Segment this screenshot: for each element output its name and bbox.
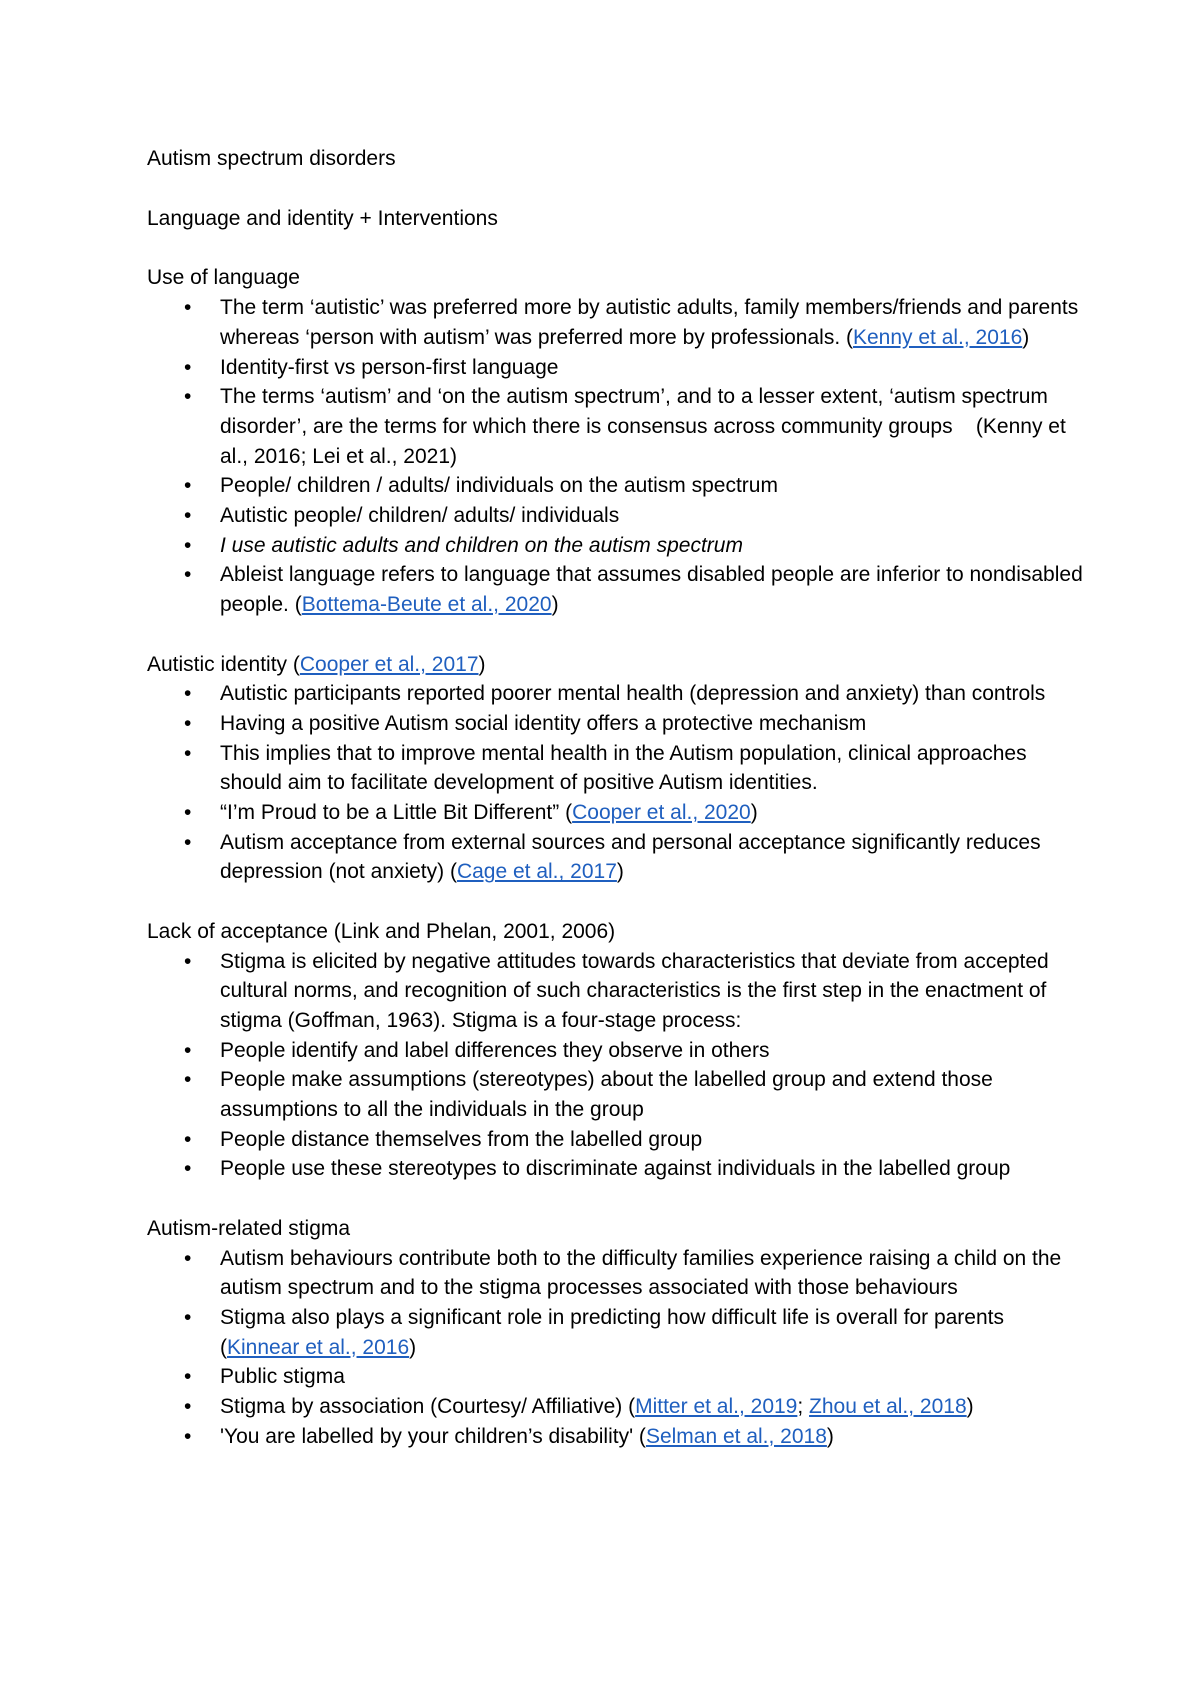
bullet-icon: • [184,504,192,528]
section-heading-stigma: Autism-related stigma [147,1216,351,1240]
list-item-text: “I’m Proud to be a Little Bit Different” ( [220,801,573,825]
bullet-icon: • [184,355,192,379]
section-autism-related-stigma [147,1214,1087,1452]
bullet-icon: • [184,682,192,706]
bullet-icon: • [184,296,192,320]
list-item-text: People/ children / adults/ individuals on the autism spectrum [220,474,778,498]
list-item-text: 'You are labelled by your children’s disability' ( [220,1424,646,1448]
list-item-text: Having a positive Autism social identity offers a protective mechanism [220,711,867,735]
document-subtitle: Language and identity + Interventions [147,206,498,230]
bullet-icon: • [184,385,192,409]
citation-link-mitter-2019[interactable]: Mitter et al., 2019 [635,1395,798,1419]
citation-link-zhou-2018[interactable]: Zhou et al., 2018 [809,1395,967,1419]
list-item [147,947,1087,1036]
list-item-text: Ableist language refers to language that assumes disabled people are inferior to nondisabled people. ( [220,563,1083,617]
section-heading-language: Use of language [147,266,300,290]
list-item-text: People use these stereotypes to discriminate against individuals in the labelled group [220,1157,1011,1181]
document-title: Autism spectrum disorders [147,147,396,170]
bullet-icon: • [184,1127,192,1151]
list-item-text: Autistic participants reported poorer mental health (depression and anxiety) than controls [220,682,1046,706]
bullet-icon: • [184,1246,192,1270]
list-item-text: Autistic people/ children/ adults/ individuals [220,504,620,528]
section-heading-acceptance: Lack of acceptance (Link and Phelan, 2001, 2006) [147,919,616,943]
citation-link-kenny-2016[interactable]: Kenny et al., 2016 [852,325,1023,349]
citation-link-bottema-beute-2020[interactable]: Bottema-Beute et al., 2020 [301,593,552,617]
list-item-text: This implies that to improve mental health in the Autism population, clinical approaches should aim to facilitate development of positive Autism identities. [220,741,1027,795]
section-heading-identity-end: ) [478,652,486,676]
list-item [147,531,1087,561]
citation-link-kinnear-2016[interactable]: Kinnear et al., 2016 [227,1335,410,1359]
list-item-text: People distance themselves from the labelled group [220,1127,703,1151]
list-item [147,501,1087,531]
stigma-bullet-list [147,1244,1087,1452]
list-item-text: Stigma also plays a significant role in predicting how difficult life is overall for parents ( [220,1305,1004,1359]
list-item-text-end: ) [616,860,624,884]
list-item-text-end: ) [966,1395,974,1419]
list-item-text: I use autistic adults and children on the autism spectrum [220,533,743,557]
bullet-icon: • [184,1424,192,1448]
list-item-text-end: ) [409,1335,417,1359]
list-item-text: The terms ‘autism’ and ‘on the autism spectrum’, and to a lesser extent, ‘autism spectrum disorder’, are the terms for which there is consensus across community groups (Kenny et al., 2016; Lei et al., 2021) [220,385,1072,468]
list-item [147,1065,1087,1124]
list-item-text-end: ) [1022,325,1030,349]
list-item [147,828,1087,887]
bullet-icon: • [184,1365,192,1389]
list-item [147,1244,1087,1303]
list-item-text: Stigma is elicited by negative attitudes towards characteristics that deviate from accepted cultural norms, and recognition of such characteristics is the first step in the enactment of stigma (Goffman, 1963). Stigma is a four-stage process: [220,949,1049,1032]
bullet-icon: • [184,801,192,825]
language-bullet-list [147,293,1087,620]
list-item [147,1125,1087,1155]
list-item-text: People make assumptions (stereotypes) about the labelled group and extend those assumptions to all the individuals in the group [220,1068,993,1122]
section-lack-of-acceptance [147,917,1087,1184]
bullet-icon: • [184,533,192,557]
list-item [147,471,1087,501]
list-item-text-end: ) [826,1424,834,1448]
list-item-text-end: ) [551,593,559,617]
list-item-text-separator: ; [797,1395,810,1419]
list-item-text: Identity-first vs person-first language [220,355,559,379]
section-autistic-identity [147,650,1087,888]
list-item [147,293,1087,352]
list-item-text: The term ‘autistic’ was preferred more by autistic adults, family members/friends and parents whereas ‘person with autism’ was preferred more by professionals. ( [220,296,1079,349]
bullet-icon: • [184,1395,192,1419]
bullet-icon: • [184,474,192,498]
list-item [147,382,1087,471]
list-item [147,1422,1087,1452]
bullet-icon: • [184,1038,192,1062]
document-page [147,144,1087,1481]
list-item [147,1392,1087,1422]
list-item [147,679,1087,709]
list-item [147,560,1087,619]
bullet-icon: • [184,741,192,765]
citation-link-cage-2017[interactable]: Cage et al., 2017 [456,860,617,884]
list-item-text: Autism behaviours contribute both to the difficulty families experience raising a child on the autism spectrum and to the stigma processes associated with those behaviours [220,1246,1062,1300]
citation-link-selman-2018[interactable]: Selman et al., 2018 [645,1424,827,1448]
list-item-text: People identify and label differences they observe in others [220,1038,770,1062]
list-item [147,353,1087,383]
bullet-icon: • [184,711,192,735]
bullet-icon: • [184,949,192,973]
bullet-icon: • [184,1068,192,1092]
bullet-icon: • [184,1157,192,1181]
list-item-text: Autism acceptance from external sources and personal acceptance significantly reduces depression (not anxiety) ( [220,830,1041,884]
list-item [147,1036,1087,1066]
citation-link-cooper-2017[interactable]: Cooper et al., 2017 [299,652,479,676]
list-item-text: Stigma by association (Courtesy/ Affiliative) ( [220,1395,636,1419]
section-heading-identity-text: Autistic identity ( [147,652,300,676]
list-item [147,798,1087,828]
citation-link-cooper-2020[interactable]: Cooper et al., 2020 [572,801,751,825]
identity-bullet-list [147,679,1087,887]
list-item [147,1303,1087,1362]
list-item [147,1154,1087,1184]
bullet-icon: • [184,830,192,854]
acceptance-bullet-list [147,947,1087,1185]
list-item-text-end: ) [750,801,758,825]
list-item [147,739,1087,798]
list-item [147,1362,1087,1392]
section-use-of-language [147,263,1087,619]
bullet-icon: • [184,563,192,587]
list-item-text: Public stigma [220,1365,345,1389]
bullet-icon: • [184,1305,192,1329]
list-item [147,709,1087,739]
section-heading-identity [147,650,1087,680]
